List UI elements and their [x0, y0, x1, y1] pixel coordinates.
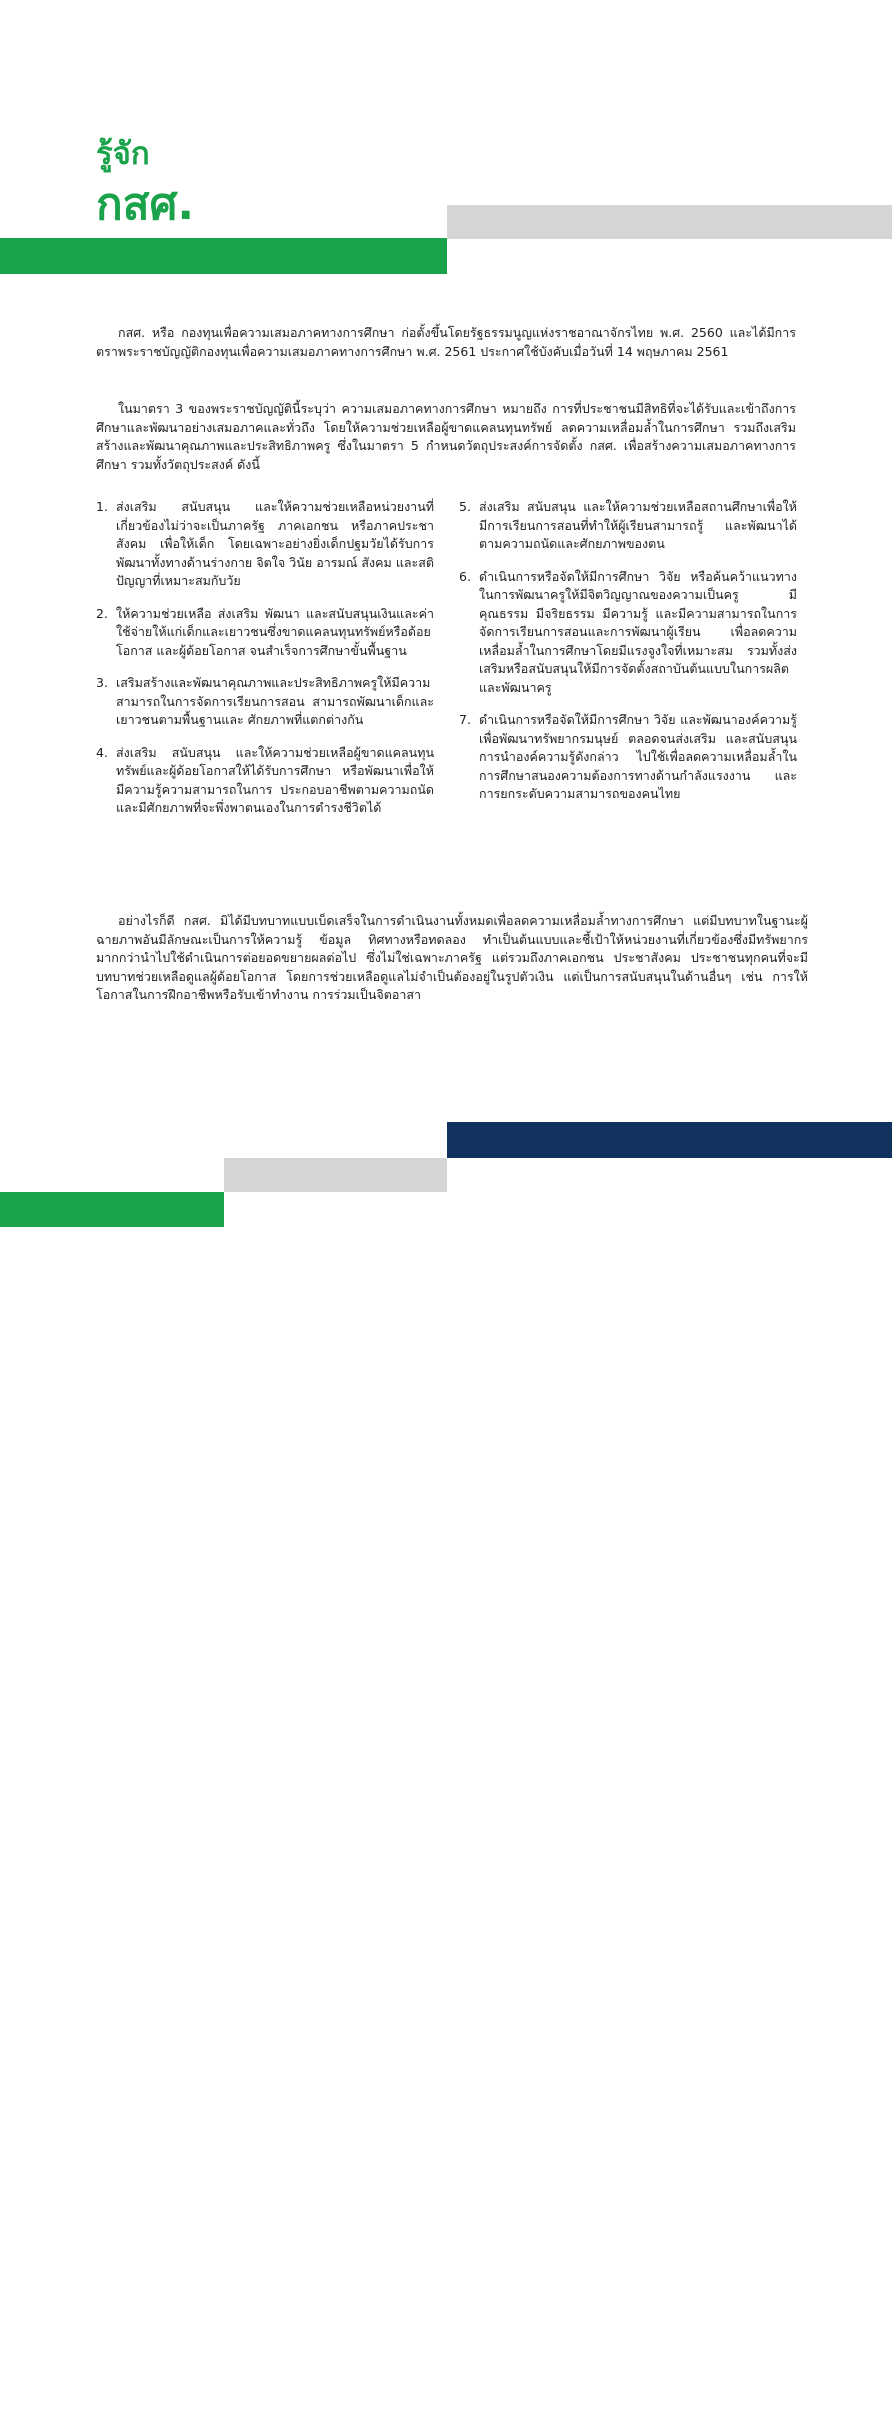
- list-item-text: ให้ความช่วยเหลือ ส่งเสริม พัฒนา และสนับสนุนเงินและค่าใช้จ่ายให้แก่เด็กและเยาวชนซึ่งขาดแคลนทุนทรัพย์หรือด้อยโอกาส และผู้ด้อยโอกาส จนสำเร็จการศึกษาขั้นพื้นฐาน: [116, 605, 434, 658]
- intro-paragraph-1: กสศ. หรือ กองทุนเพื่อความเสมอภาคทางการศึกษา ก่อตั้งขึ้นโดยรัฐธรรมนูญแห่งราชอาณาจักรไทย พ.ศ. 2560 และได้มีการตราพระราชบัญญัติกองทุนเพื่อความเสมอภาคทางการศึกษา พ.ศ. 2561 ประกาศใช้บังคับเมื่อวันที่ 14 พฤษภาคม 2561: [96, 325, 796, 359]
- gray-band-bottom: [224, 1158, 447, 1192]
- gray-band-top: [447, 205, 892, 239]
- list-item: [96, 674, 434, 730]
- list-item-number: 1.: [96, 499, 108, 514]
- list-item-number: 4.: [96, 744, 108, 760]
- list-item: [459, 498, 797, 554]
- list-item: [459, 711, 797, 804]
- intro-paragraph-2: ในมาตรา 3 ของพระราชบัญญัตินี้ระบุว่า ความเสมอภาคทางการศึกษา หมายถึง การที่ประชาชนมีสิทธิที่จะได้รับและเข้าถึงการศึกษาและพัฒนาอย่างเสมอภาคและทั่วถึง โดยให้ความช่วยเหลือผู้ขาดแคลนทุนทรัพย์ ลดความเหลื่อมล้ำในการศึกษา รวมถึงเสริมสร้างและพัฒนาคุณภาพและประสิทธิภาพครู ซึ่งในมาตรา 5 กำหนดวัตถุประสงค์การจัดตั้ง กสศ. เพื่อสร้างความเสมอภาคทางการศึกษา รวมทั้งวัตถุประสงค์ ดังนี้: [96, 401, 796, 472]
- title-line-2: กสศ.: [96, 179, 195, 230]
- list-item-text: ส่งเสริม สนับสนุน และให้ความช่วยเหลือหน่วยงานที่เกี่ยวข้องไม่ว่าจะเป็นภาครัฐ ภาคเอกชน หรือภาคประชาสังคม เพื่อให้เด็ก โดยเฉพาะอย่างยิ่งเด็กปฐมวัยได้รับการพัฒนาทั้งทางด้านร่างกาย จิตใจ วินัย อารมณ์ สังคม และสติปัญญาที่เหมาะสมกับวัย: [116, 499, 434, 588]
- page-number: 4: [40, 2391, 62, 2411]
- list-item-number: 2.: [96, 605, 108, 621]
- closing-paragraph: อย่างไรก็ดี กสศ. มิได้มีบทบาทแบบเบ็ดเสร็จในการดำเนินงานทั้งหมดเพื่อลดความเหลื่อมล้ำทางการศึกษา แต่มีบทบาทในฐานะผู้ฉายภาพอันมีลักษณะเป็นการให้ความรู้ ข้อมูล ทิศทางหรือทดลอง ทำเป็นต้นแบบและชี้เป้าให้หน่วยงานที่เกี่ยวข้องซึ่งมีทรัพยากรมากกว่านำไปใช้ดำเนินการต่อยอดขยายผลต่อไป ซึ่งไม่ใช่เฉพาะภาครัฐ แต่รวมถึงภาคเอกชน ประชาสังคม ประชาชนทุกคนที่จะมีบทบาทช่วยเหลือดูแลผู้ด้อยโอกาส โดยการช่วยเหลือดูแลไม่จำเป็นต้องอยู่ในรูปตัวเงิน แต่เป็นการสนับสนุนในด้านอื่นๆ เช่น การให้โอกาสในการฝึกอาชีพหรือรับเข้าทำงาน การร่วมเป็นจิตอาสา: [96, 913, 808, 1002]
- list-item-text: ส่งเสริม สนับสนุน และให้ความช่วยเหลือผู้ขาดแคลนทุนทรัพย์และผู้ด้อยโอกาสให้ได้รับการศึกษา หรือพัฒนาเพื่อให้มีความรู้ความสามารถในการ ประกอบอาชีพตามความถนัด และมีศักยภาพที่จะพึ่งพาตนเองในการดำรงชีวิตได้: [116, 744, 434, 815]
- objectives-list-right: [459, 498, 797, 818]
- list-item-number: 7.: [459, 712, 471, 727]
- list-item-text: ดำเนินการหรือจัดให้มีการศึกษา วิจัย หรือค้นคว้าแนวทางในการพัฒนาครูให้มีจิตวิญญาณของความเป็นครู มีคุณธรรม มีจริยธรรม มีความรู้ และมีความสามารถในการจัดการเรียนการสอนและการพัฒนาผู้เรียน เพื่อลดความเหลื่อมล้ำในการศึกษาโดยมีแรงจูงใจที่เหมาะสม รวมทั้งส่งเสริมหรือสนับสนุนให้มีการจัดตั้งสถาบันต้นแบบในการผลิตและพัฒนาครู: [479, 568, 797, 695]
- title-line-1: รู้จัก: [96, 136, 150, 172]
- green-band-bottom: [0, 1192, 224, 2406]
- list-item: [96, 605, 434, 661]
- list-item-text: ส่งเสริม สนับสนุน และให้ความช่วยเหลือสถานศึกษาเพื่อให้มีการเรียนการสอนที่ทำให้ผู้เรียนสามารถรู้ และพัฒนาได้ตามความถนัดและศักยภาพของตน: [479, 499, 797, 551]
- list-item: [96, 744, 434, 818]
- objectives-list-left: [96, 498, 434, 832]
- list-item: [96, 498, 434, 591]
- list-item-number: 6.: [459, 568, 471, 584]
- list-item-number: 5.: [459, 499, 471, 514]
- list-item-text: ดำเนินการหรือจัดให้มีการศึกษา วิจัย และพัฒนาองค์ความรู้เพื่อพัฒนาทรัพยากรมนุษย์ ตลอดจนส่งเสริม และสนับสนุนการนำองค์ความรู้ดังกล่าว ไปใช้เพื่อลดความเหลื่อมล้ำในการศึกษาสนองความต้องการทางด้านกำลังแรงงาน และการยกระดับความสามารถของคนไทย: [479, 712, 797, 801]
- green-band-top: [0, 238, 447, 274]
- list-item-number: 3.: [96, 675, 108, 690]
- navy-band-bottom: [447, 1122, 892, 1158]
- list-item: [459, 568, 797, 698]
- list-item-text: เสริมสร้างและพัฒนาคุณภาพและประสิทธิภาพครูให้มีความสามารถในการจัดการเรียนการสอน สามารถพัฒนาเด็กและเยาวชนตามพื้นฐานและ ศักยภาพที่แตกต่างกัน: [116, 675, 434, 727]
